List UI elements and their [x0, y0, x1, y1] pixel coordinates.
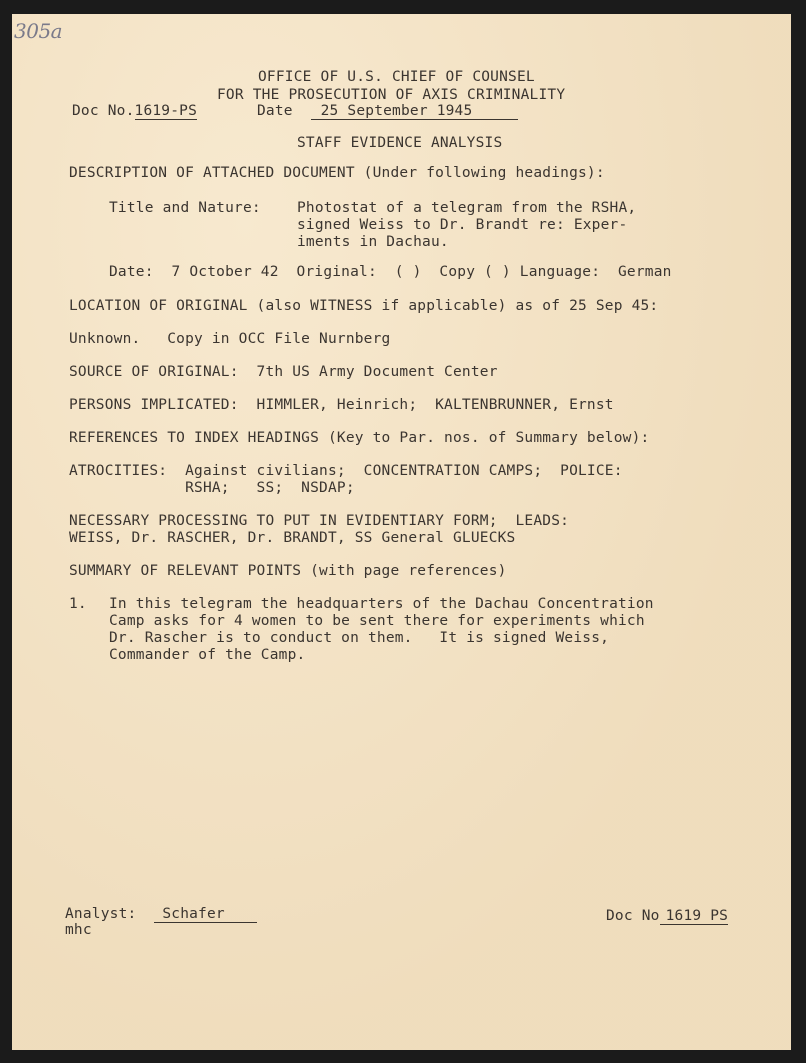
analyst-label: Analyst:: [65, 906, 137, 922]
footer-doc-label: Doc No: [606, 908, 660, 924]
location-value: Unknown. Copy in OCC File Nurnberg: [69, 331, 391, 347]
analyst-name: Schafer: [154, 906, 257, 923]
leads-line: WEISS, Dr. RASCHER, Dr. BRANDT, SS General GLUECKS: [69, 530, 516, 546]
summary-line-1: In this telegram the headquarters of the Dachau Concentration: [109, 596, 654, 612]
footer-doc-number: 1619 PS: [660, 908, 729, 925]
title-nature-line-3: iments in Dachau.: [297, 234, 449, 250]
references-heading: REFERENCES TO INDEX HEADINGS (Key to Par. nos. of Summary below):: [69, 430, 650, 446]
handwritten-archive-number: 305a: [14, 19, 63, 43]
analyst-field: [65, 905, 257, 923]
document-page: [12, 14, 791, 1050]
summary-line-3: Dr. Rascher is to conduct on them. It is signed Weiss,: [109, 630, 610, 646]
necessary-processing-line: NECESSARY PROCESSING TO PUT IN EVIDENTIARY FORM; LEADS:: [69, 513, 570, 529]
summary-item-number: 1.: [69, 596, 87, 612]
location-heading: LOCATION OF ORIGINAL (also WITNESS if applicable) as of 25 Sep 45:: [69, 298, 659, 314]
doc-number-value: 1619-PS: [134, 103, 198, 119]
title-nature-line-2: signed Weiss to Dr. Brandt re: Exper-: [297, 217, 628, 233]
atrocities-line-2: RSHA; SS; NSDAP;: [69, 480, 355, 496]
header-prosecution-line: FOR THE PROSECUTION OF AXIS CRIMINALITY: [217, 87, 566, 103]
document-date-line: Date: 7 October 42 Original: ( ) Copy ( ) Language: German: [109, 264, 672, 280]
date-label: Date: [257, 103, 293, 119]
persons-implicated: PERSONS IMPLICATED: HIMMLER, Heinrich; KALTENBRUNNER, Ernst: [69, 397, 614, 413]
description-heading: DESCRIPTION OF ATTACHED DOCUMENT (Under following headings):: [69, 165, 605, 181]
document-title: STAFF EVIDENCE ANALYSIS: [297, 135, 503, 151]
footer-doc-number-field: [606, 907, 728, 925]
typist-initials: mhc: [65, 922, 92, 938]
source-of-original: SOURCE OF ORIGINAL: 7th US Army Document Center: [69, 364, 498, 380]
summary-line-2: Camp asks for 4 women to be sent there for experiments which: [109, 613, 645, 629]
title-nature-line-1: Photostat of a telegram from the RSHA,: [297, 200, 637, 216]
doc-number-label: Doc No.: [72, 103, 135, 119]
header-office-line: OFFICE OF U.S. CHIEF OF COUNSEL: [258, 69, 535, 85]
atrocities-line-1: ATROCITIES: Against civilians; CONCENTRATION CAMPS; POLICE:: [69, 463, 623, 479]
doc-number-field: [72, 102, 197, 120]
title-nature-label: Title and Nature:: [109, 200, 261, 216]
summary-heading: SUMMARY OF RELEVANT POINTS (with page references): [69, 563, 507, 579]
summary-line-4: Commander of the Camp.: [109, 647, 306, 663]
date-field: [257, 102, 518, 120]
date-value: 25 September 1945: [311, 103, 519, 120]
